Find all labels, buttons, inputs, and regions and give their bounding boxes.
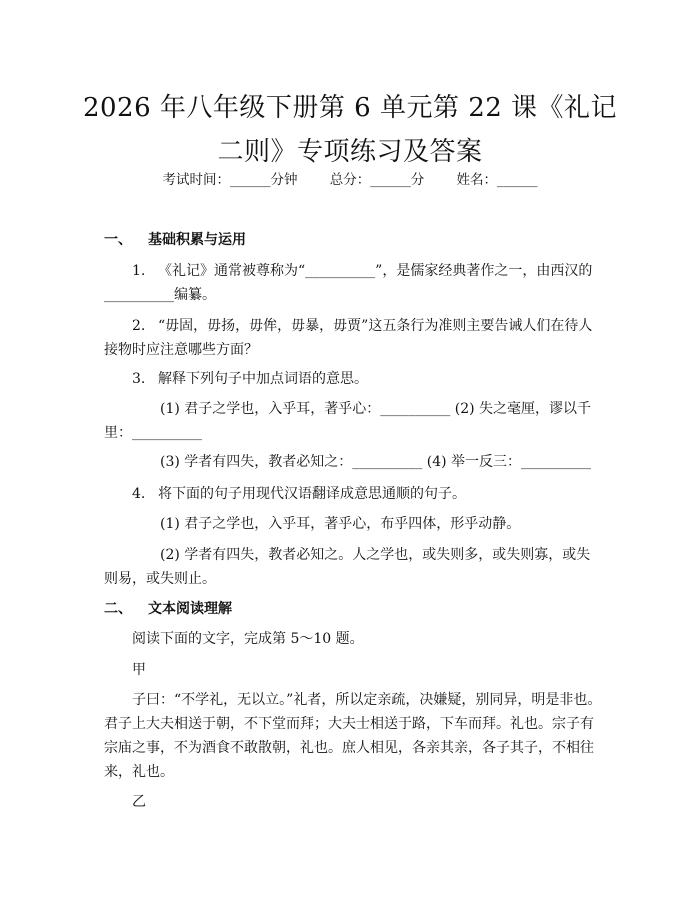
question-3-text: 解释下列句子中加点词语的意思。 xyxy=(158,371,368,387)
question-4-sentence-1: (1) 君子之学也，入乎耳，著乎心，布乎四体，形乎动静。 xyxy=(160,516,521,532)
title-line-1: 2026 年八年级下册第 6 单元第 22 课《礼记 xyxy=(82,93,618,123)
section-1-heading xyxy=(104,229,246,249)
document-title xyxy=(60,86,640,174)
question-2-text: “毋固，毋扬，毋侔，毋暴，毋贾”这五条行为准则主要告诫人们在待人接物时应注意哪些方面？ xyxy=(104,318,593,358)
question-4 xyxy=(104,482,604,506)
question-4-text: 将下面的句子用现代汉语翻译成意思通顺的句子。 xyxy=(158,486,466,502)
exam-meta xyxy=(0,168,700,188)
question-4-sentence-2: (2) 学者有四失，教者必知之。人之学也，或失则多，或失则寡，或失则易，或失则止。 xyxy=(104,547,591,587)
question-1-text: 《礼记》通常被尊称为“__________”，是儒家经典著作之一，由西汉的__________编纂。 xyxy=(104,263,593,303)
question-3 xyxy=(104,367,604,391)
passage-label-yi: 乙 xyxy=(132,794,146,810)
question-3-number: 3. xyxy=(132,371,146,387)
total-score: 总分：______分 xyxy=(329,172,425,188)
question-2 xyxy=(104,314,604,362)
question-1-number: 1. xyxy=(132,263,146,279)
title-line-2: 二则》专项练习及答案 xyxy=(217,137,483,167)
section-2-number: 二、 xyxy=(104,601,132,617)
question-1 xyxy=(104,259,604,307)
section-1-number: 一、 xyxy=(104,232,132,248)
question-3-row-2: (3) 学者有四失，教者必知之：__________ (4) 举一反三：__________ xyxy=(160,454,592,470)
question-2-number: 2. xyxy=(132,318,146,334)
reading-intro: 阅读下面的文字，完成第 5～10 题。 xyxy=(132,631,364,647)
section-2-title: 文本阅读理解 xyxy=(148,601,232,617)
student-name: 姓名：______ xyxy=(456,172,538,188)
section-2-heading xyxy=(104,598,232,618)
passage-jia-text: 子曰：“不学礼，无以立。”礼者，所以定亲疏，决嫌疑，别同异，明是非也。君子上大夫相送于朝，不下堂而拜；大夫士相送于路，下车而拜。礼也。宗子有宗庙之事，不为酒食不敢散朝，礼也。庶人相见，各亲其亲，各子其子，不相往来，礼也。 xyxy=(104,692,602,780)
section-1-title: 基础积累与运用 xyxy=(148,232,246,248)
question-4-number: 4. xyxy=(132,486,146,502)
passage-label-jia: 甲 xyxy=(132,662,146,678)
question-3-row-1: (1) 君子之学也，入乎耳，著乎心：__________ (2) 失之毫厘，谬以千里：__________ xyxy=(104,401,592,441)
exam-time: 考试时间：______分钟 xyxy=(162,172,298,188)
